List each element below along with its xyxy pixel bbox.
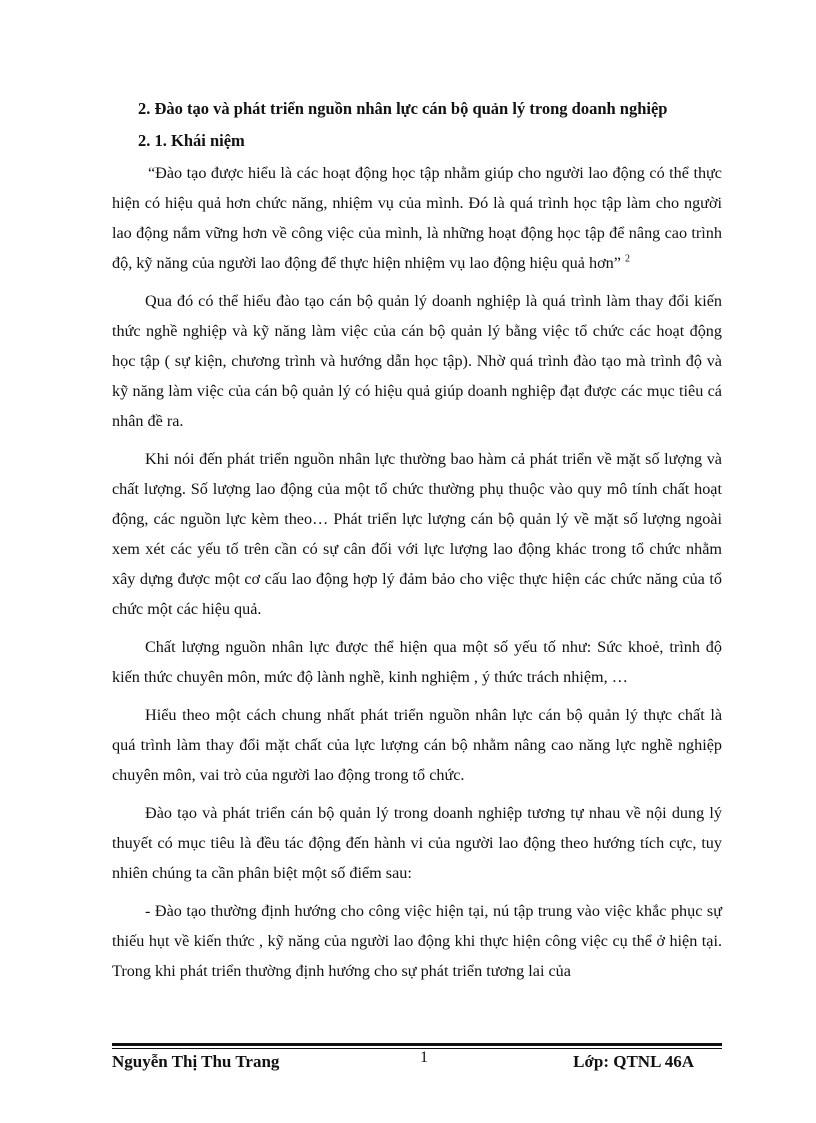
paragraph: Khi nói đến phát triển nguồn nhân lực thường bao hàm cả phát triển về mặt số lượng và chất lượng. Số lượng lao động của một tổ chức thường phụ thuộc vào quy mô tính chất hoạt động, các nguồn lực kèm theo… Phát triển lực lượng cán bộ quản lý về mặt số lượng ngoài xem xét các yếu tố trên cần có sự cân đối với lực lượng lao động khác trong tổ chức nhằm xây dựng được một cơ cấu lao động hợp lý đảm bảo cho việc thực hiện các chức năng của tổ chức một các hiệu quả. <box>112 450 722 618</box>
paragraph-text: “Đào tạo được hiểu là các hoạt động học tập nhằm giúp cho người lao động có thể thực hiện có hiệu quả hơn chức năng, nhiệm vụ của mình. Đó là quá trình học tập làm cho người lao động nắm vững hơn về công việc của mình, là những hoạt động học tập để nâng cao trình độ, kỹ năng của người lao động để thực hiện nhiệm vụ lao động hiệu quả hơn” <box>112 164 722 272</box>
paragraph: Hiểu theo một cách chung nhất phát triển nguồn nhân lực cán bộ quản lý thực chất là quá trình làm thay đổi mặt chất của lực lượng cán bộ nhằm nâng cao năng lực nghề nghiệp chuyên môn, vai trò của người lao động trong tổ chức. <box>112 706 722 784</box>
page-number: 1 <box>420 1049 428 1066</box>
footer-divider-thick <box>112 1043 722 1046</box>
paragraph-definition-quote <box>112 158 722 278</box>
footer-class-label: Lớp: QTNL 46A <box>573 1052 694 1071</box>
paragraph: Chất lượng nguồn nhân lực được thể hiện qua một số yếu tố như: Sức khoẻ, trình độ kiến thức chuyên môn, mức độ lành nghề, kinh nghiệm , ý thức trách nhiệm, … <box>112 638 722 686</box>
paragraph: - Đào tạo thường định hướng cho công việc hiện tại, nú tập trung vào việc khắc phục sự thiếu hụt về kiến thức , kỹ năng của người lao động khi thực hiện công việc cụ thể ở hiện tại. Trong khi phát triển thường định hướng cho sự phát triển tương lai của <box>112 902 722 980</box>
section-title: 2. Đào tạo và phát triển nguồn nhân lực cán bộ quản lý trong doanh nghiệp <box>138 99 668 118</box>
document-body <box>112 98 722 994</box>
paragraph: Qua đó có thể hiểu đào tạo cán bộ quản lý doanh nghiệp là quá trình làm thay đổi kiến thức nghề nghiệp và kỹ năng làm việc của cán bộ quản lý bằng việc tổ chức các hoạt động học tập ( sự kiện, chương trình và hướng dẫn học tập). Nhờ quá trình đào tạo mà trình độ và kỹ năng làm việc của cán bộ quản lý có hiệu quả giúp doanh nghiệp đạt được các mục tiêu cá nhân đề ra. <box>112 292 722 430</box>
footnote-marker[interactable]: 2 <box>625 253 630 265</box>
paragraph: Đào tạo và phát triển cán bộ quản lý trong doanh nghiệp tương tự nhau về nội dung lý thuyết có mục tiêu là đều tác động đến hành vi của người lao động theo hướng tích cực, tuy nhiên chúng ta cần phân biệt một số điểm sau: <box>112 804 722 882</box>
footer-author: Nguyễn Thị Thu Trang <box>112 1052 280 1071</box>
subsection-title: 2. 1. Khái niệm <box>138 131 245 150</box>
page-footer <box>112 1049 722 1073</box>
